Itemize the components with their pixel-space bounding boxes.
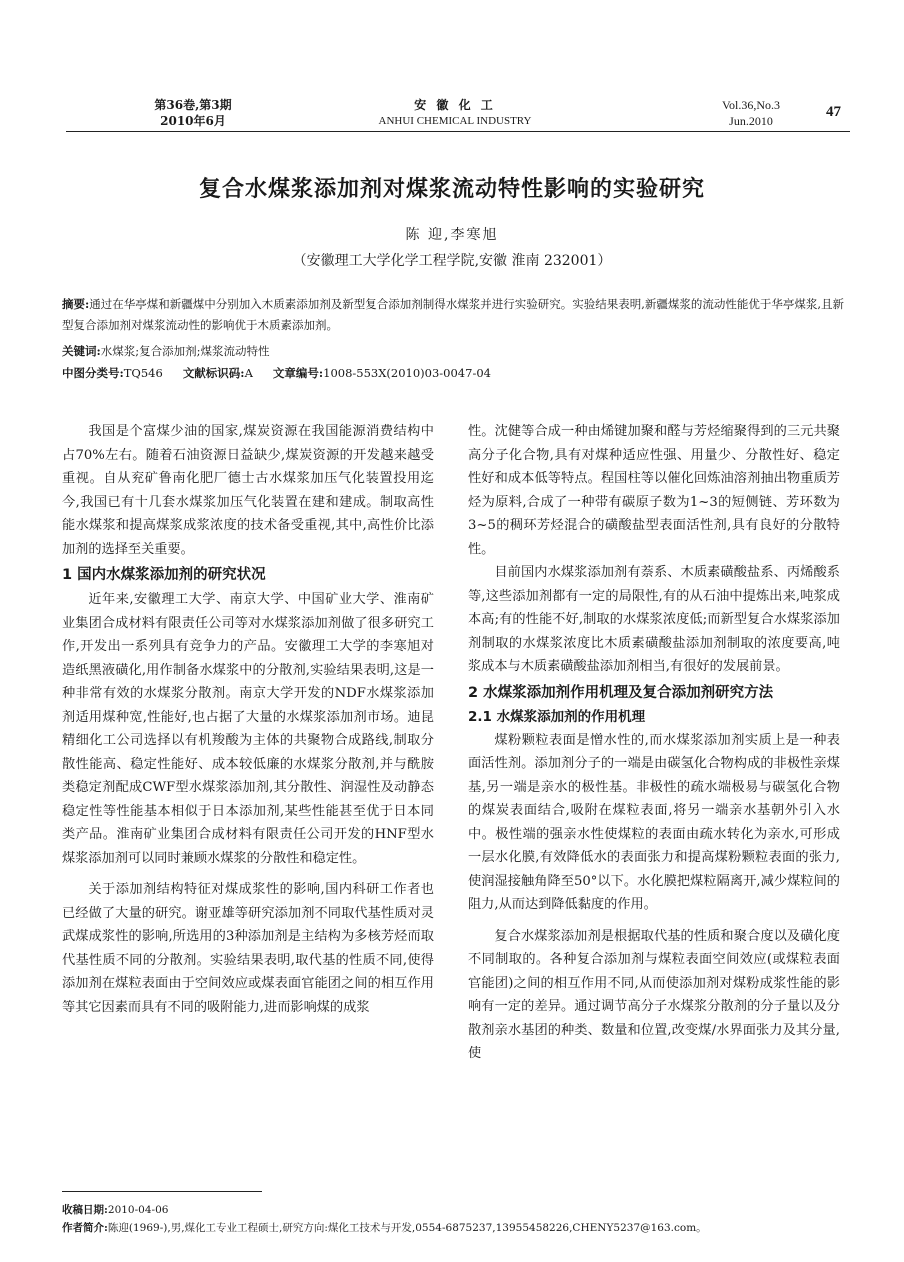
keywords-label: 关键词: [62, 344, 101, 358]
section-heading: 2 水煤浆添加剂作用机理及复合添加剂研究方法 [468, 684, 774, 701]
abstract [62, 294, 846, 336]
body-left-column [62, 420, 434, 1019]
volume-issue-en-line: Vol.36,No.3 [721, 98, 781, 112]
paragraph: 性。沈健等合成一种由烯键加聚和醛与芳烃缩聚得到的三元共聚高分子化合物,具有对煤种适应性强、用量少、分散性好、稳定性好和成本低等特点。程国柱等以催化回炼油溶剂抽出物重质芳烃为原料,合成了一种带有碳原子数为1~3的短侧链、芳环数为3~5的稠环芳烃混合的磺酸盐型表面活性剂,具有良好的分散特性。 [468, 424, 840, 557]
journal-name-cn: 安 徽 化 工 [414, 98, 496, 112]
paragraph: 目前国内水煤浆添加剂有萘系、木质素磺酸盐系、丙烯酸系等,这些添加剂都有一定的局限性,有的从石油中提炼出来,吨浆成本高;有的性能不好,制取的水煤浆浓度低;而新型复合水煤浆添加剂制取的水煤浆浓度比木质素磺酸盐添加剂制取的浓度要高,吨浆成本与木质素磺酸盐添加剂相当,有很好的发展前景。 [468, 565, 840, 674]
keywords [62, 342, 846, 360]
journal-name [340, 97, 570, 129]
publication-date-line: 2010年6月 [160, 114, 226, 128]
journal-volume-issue-en [706, 97, 796, 129]
journal-name-en: ANHUI CHEMICAL INDUSTRY [378, 115, 532, 127]
author-bio-label: 作者简介: [62, 1222, 108, 1234]
paper-authors: 陈 迎,李寒旭 [405, 227, 499, 243]
paragraph: 煤粉颗粒表面是憎水性的,而水煤浆添加剂实质上是一种表面活性剂。添加剂分子的一端是由碳氢化合物构成的非极性亲煤基,另一端是亲水的极性基。非极性的疏水端极易与碳氢化合物的煤炭表面结合,吸附在煤粒表面,将另一端亲水基朝外引入水中。极性端的强亲水性使煤粒的表面由疏水转化为亲水,可形成一层水化膜,有效降低水的表面张力和提高煤粉颗粒表面的张力,使润湿接触角降至50°以下。水化膜把煤粒隔离开,减少煤粒间的阻力,从而达到降低黏度的作用。 [468, 732, 840, 912]
author-bio [62, 1221, 852, 1236]
footnote-rule [62, 1191, 262, 1192]
publication-date-en-line: Jun.2010 [729, 114, 773, 128]
volume-issue-line: 第36卷,第3期 [154, 98, 232, 112]
author-bio-text: 陈迎(1969-),男,煤化工专业工程硕士,研究方向:煤化工技术与开发,0554-6875237,13955458226,CHENY5237@163.com。 [107, 1222, 707, 1234]
classification-line [62, 364, 846, 382]
received-date [62, 1203, 168, 1218]
received-value: 2010-04-06 [107, 1204, 169, 1216]
paragraph: 我国是个富煤少油的国家,煤炭资源在我国能源消费结构中占70%左右。随着石油资源日益缺少,煤炭资源的开发越来越受重视。自从兖矿鲁南化肥厂德士古水煤浆加压气化装置投用迄今,我国已有十几套水煤浆加压气化装置在建和建成。制取高性能水煤浆和提高煤浆成浆浓度的技术备受重视,其中,高性价比添加剂的选择至关重要。 [62, 424, 434, 557]
subsection-heading: 2.1 水煤浆添加剂的作用机理 [468, 708, 646, 725]
abstract-text: 通过在华亭煤和新疆煤中分别加入木质素添加剂及新型复合添加剂制得水煤浆并进行实验研究。实验结果表明,新疆煤浆的流动性能优于华亭煤浆,且新型复合添加剂对煤浆流动性的影响优于木质素添加剂。 [62, 297, 845, 332]
article-number-value: 1008-553X(2010)03-0047-04 [323, 366, 491, 380]
paragraph: 关于添加剂结构特征对煤成浆性的影响,国内科研工作者也已经做了大量的研究。谢亚雄等研究添加剂不同取代基性质对灵武煤成浆性的影响,所选用的3种添加剂是主结构为多核芳烃而取代基性质不同的分散剂。实验结果表明,取代基的性质不同,使得添加剂在煤粒表面由于空间效应或煤表面官能团之间的相互作用等其它因素而具有不同的吸附能力,进而影响煤的成浆 [62, 882, 434, 1015]
paragraph: 复合水煤浆添加剂是根据取代基的性质和聚合度以及磺化度不同制取的。各种复合添加剂与煤粒表面空间效应(或煤粒表面官能团)之间的相互作用不同,从而使添加剂对煤粉成浆性能的影响有一定的差异。通过调节高分子水煤浆分散剂的分子量以及分散剂亲水基团的种类、数量和位置,改变煤/水界面张力及其分量,使 [468, 928, 840, 1061]
body-right-column [468, 420, 840, 1066]
header-rule [66, 131, 850, 132]
doc-code-label: 文献标识码: [182, 366, 245, 380]
paragraph: 近年来,安徽理工大学、南京大学、中国矿业大学、淮南矿业集团合成材料有限责任公司等对水煤浆添加剂做了很多研究工作,开发出一系列具有竞争力的产品。安徽理工大学的李寒旭对造纸黑液磺化,用作制备水煤浆中的分散剂,实验结果表明,这是一种非常有效的水煤浆分散剂。南京大学开发的NDF水煤浆添加剂适用煤种宽,性能好,也占据了大量的水煤浆添加剂市场。迪昆精细化工公司选择以有机羧酸为主体的共聚物合成路线,制取分散性能高、稳定性能好、成本较低廉的水煤浆分散剂,并与酰胺类稳定剂配成CWF型水煤浆添加剂,其分散性、润湿性及动静态稳定性等性能基本相似于日本添加剂,某些性能甚至优于日本同类产品。淮南矿业集团合成材料有限责任公司开发的HNF型水煤浆添加剂可以同时兼顾水煤浆的分散性和稳定性。 [62, 592, 434, 866]
journal-volume-issue [118, 97, 268, 129]
keywords-text: 水煤浆;复合添加剂;煤浆流动特性 [100, 344, 270, 358]
paper-title: 复合水煤浆添加剂对煤浆流动特性影响的实验研究 [198, 177, 705, 202]
received-label: 收稿日期: [62, 1204, 108, 1216]
page-number: 47 [826, 104, 841, 120]
section-heading: 1 国内水煤浆添加剂的研究状况 [62, 567, 266, 583]
doc-code-value: A [244, 366, 253, 380]
author-affiliation: （安徽理工大学化学工程学院,安徽 淮南 232001） [292, 253, 612, 269]
clc-value: TQ546 [123, 366, 163, 380]
clc-label: 中图分类号: [62, 366, 124, 380]
abstract-label: 摘要: [62, 297, 90, 311]
article-number-label: 文章编号: [272, 366, 324, 380]
